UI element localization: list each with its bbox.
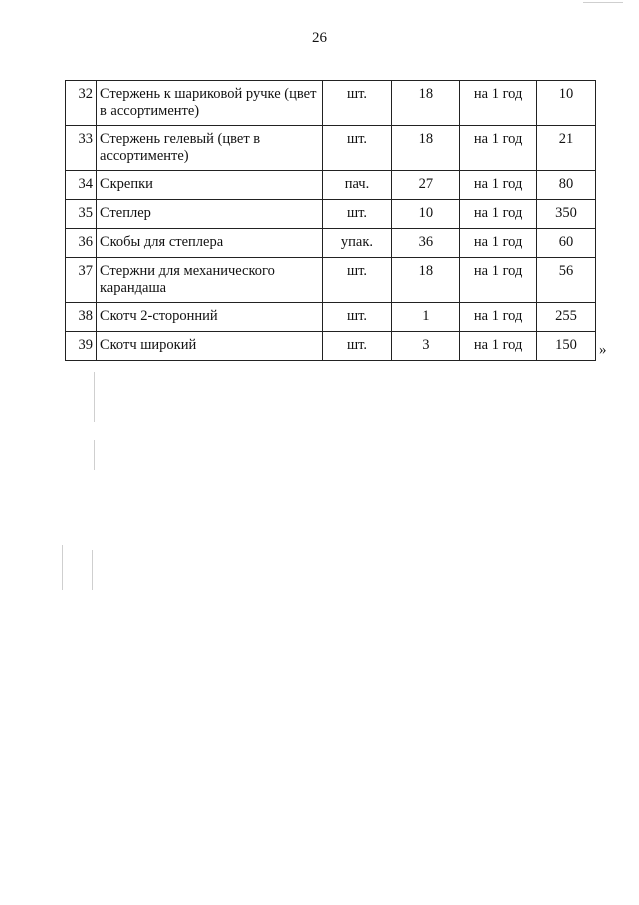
table-row <box>66 81 596 126</box>
scan-artifact <box>583 2 623 3</box>
supplies-table <box>65 80 596 361</box>
item-price: 350 <box>537 200 596 229</box>
item-unit: шт. <box>322 200 392 229</box>
item-name: Скобы для степлера <box>96 229 322 258</box>
row-number: 38 <box>66 303 97 332</box>
row-number: 35 <box>66 200 97 229</box>
item-quantity: 1 <box>392 303 460 332</box>
item-name: Степлер <box>96 200 322 229</box>
item-quantity: 3 <box>392 332 460 361</box>
item-name: Скрепки <box>96 171 322 200</box>
row-number: 39 <box>66 332 97 361</box>
item-quantity: 27 <box>392 171 460 200</box>
scan-artifact <box>62 545 63 590</box>
item-unit: упак. <box>322 229 392 258</box>
item-period: на 1 год <box>460 258 537 303</box>
table-row <box>66 200 596 229</box>
item-period: на 1 год <box>460 303 537 332</box>
item-unit: пач. <box>322 171 392 200</box>
page-number: 26 <box>312 30 327 46</box>
item-price: 80 <box>537 171 596 200</box>
item-quantity: 10 <box>392 200 460 229</box>
item-unit: шт. <box>322 81 392 126</box>
item-price: 56 <box>537 258 596 303</box>
item-unit: шт. <box>322 258 392 303</box>
item-period: на 1 год <box>460 171 537 200</box>
item-period: на 1 год <box>460 126 537 171</box>
item-price: 60 <box>537 229 596 258</box>
item-name: Стержень гелевый (цвет в ассортименте) <box>96 126 322 171</box>
table-row <box>66 126 596 171</box>
item-name: Скотч широкий <box>96 332 322 361</box>
row-number: 36 <box>66 229 97 258</box>
item-price: 255 <box>537 303 596 332</box>
item-period: на 1 год <box>460 332 537 361</box>
row-number: 37 <box>66 258 97 303</box>
scan-artifact <box>94 372 95 422</box>
item-name: Скотч 2-сторонний <box>96 303 322 332</box>
table-row <box>66 258 596 303</box>
item-quantity: 18 <box>392 258 460 303</box>
item-quantity: 36 <box>392 229 460 258</box>
row-number: 33 <box>66 126 97 171</box>
item-quantity: 18 <box>392 126 460 171</box>
scan-artifact <box>92 550 93 590</box>
item-name: Стержень к шариковой ручке (цвет в ассортименте) <box>96 81 322 126</box>
row-number: 32 <box>66 81 97 126</box>
scan-artifact <box>94 440 95 470</box>
item-name: Стержни для механического карандаша <box>96 258 322 303</box>
row-number: 34 <box>66 171 97 200</box>
table-row <box>66 229 596 258</box>
table-row <box>66 171 596 200</box>
table-row <box>66 303 596 332</box>
item-unit: шт. <box>322 332 392 361</box>
item-price: 21 <box>537 126 596 171</box>
item-period: на 1 год <box>460 200 537 229</box>
table-row <box>66 332 596 361</box>
item-unit: шт. <box>322 126 392 171</box>
item-price: 10 <box>537 81 596 126</box>
item-period: на 1 год <box>460 229 537 258</box>
closing-quote-mark: » <box>599 342 607 358</box>
item-unit: шт. <box>322 303 392 332</box>
item-price: 150 <box>537 332 596 361</box>
item-period: на 1 год <box>460 81 537 126</box>
item-quantity: 18 <box>392 81 460 126</box>
